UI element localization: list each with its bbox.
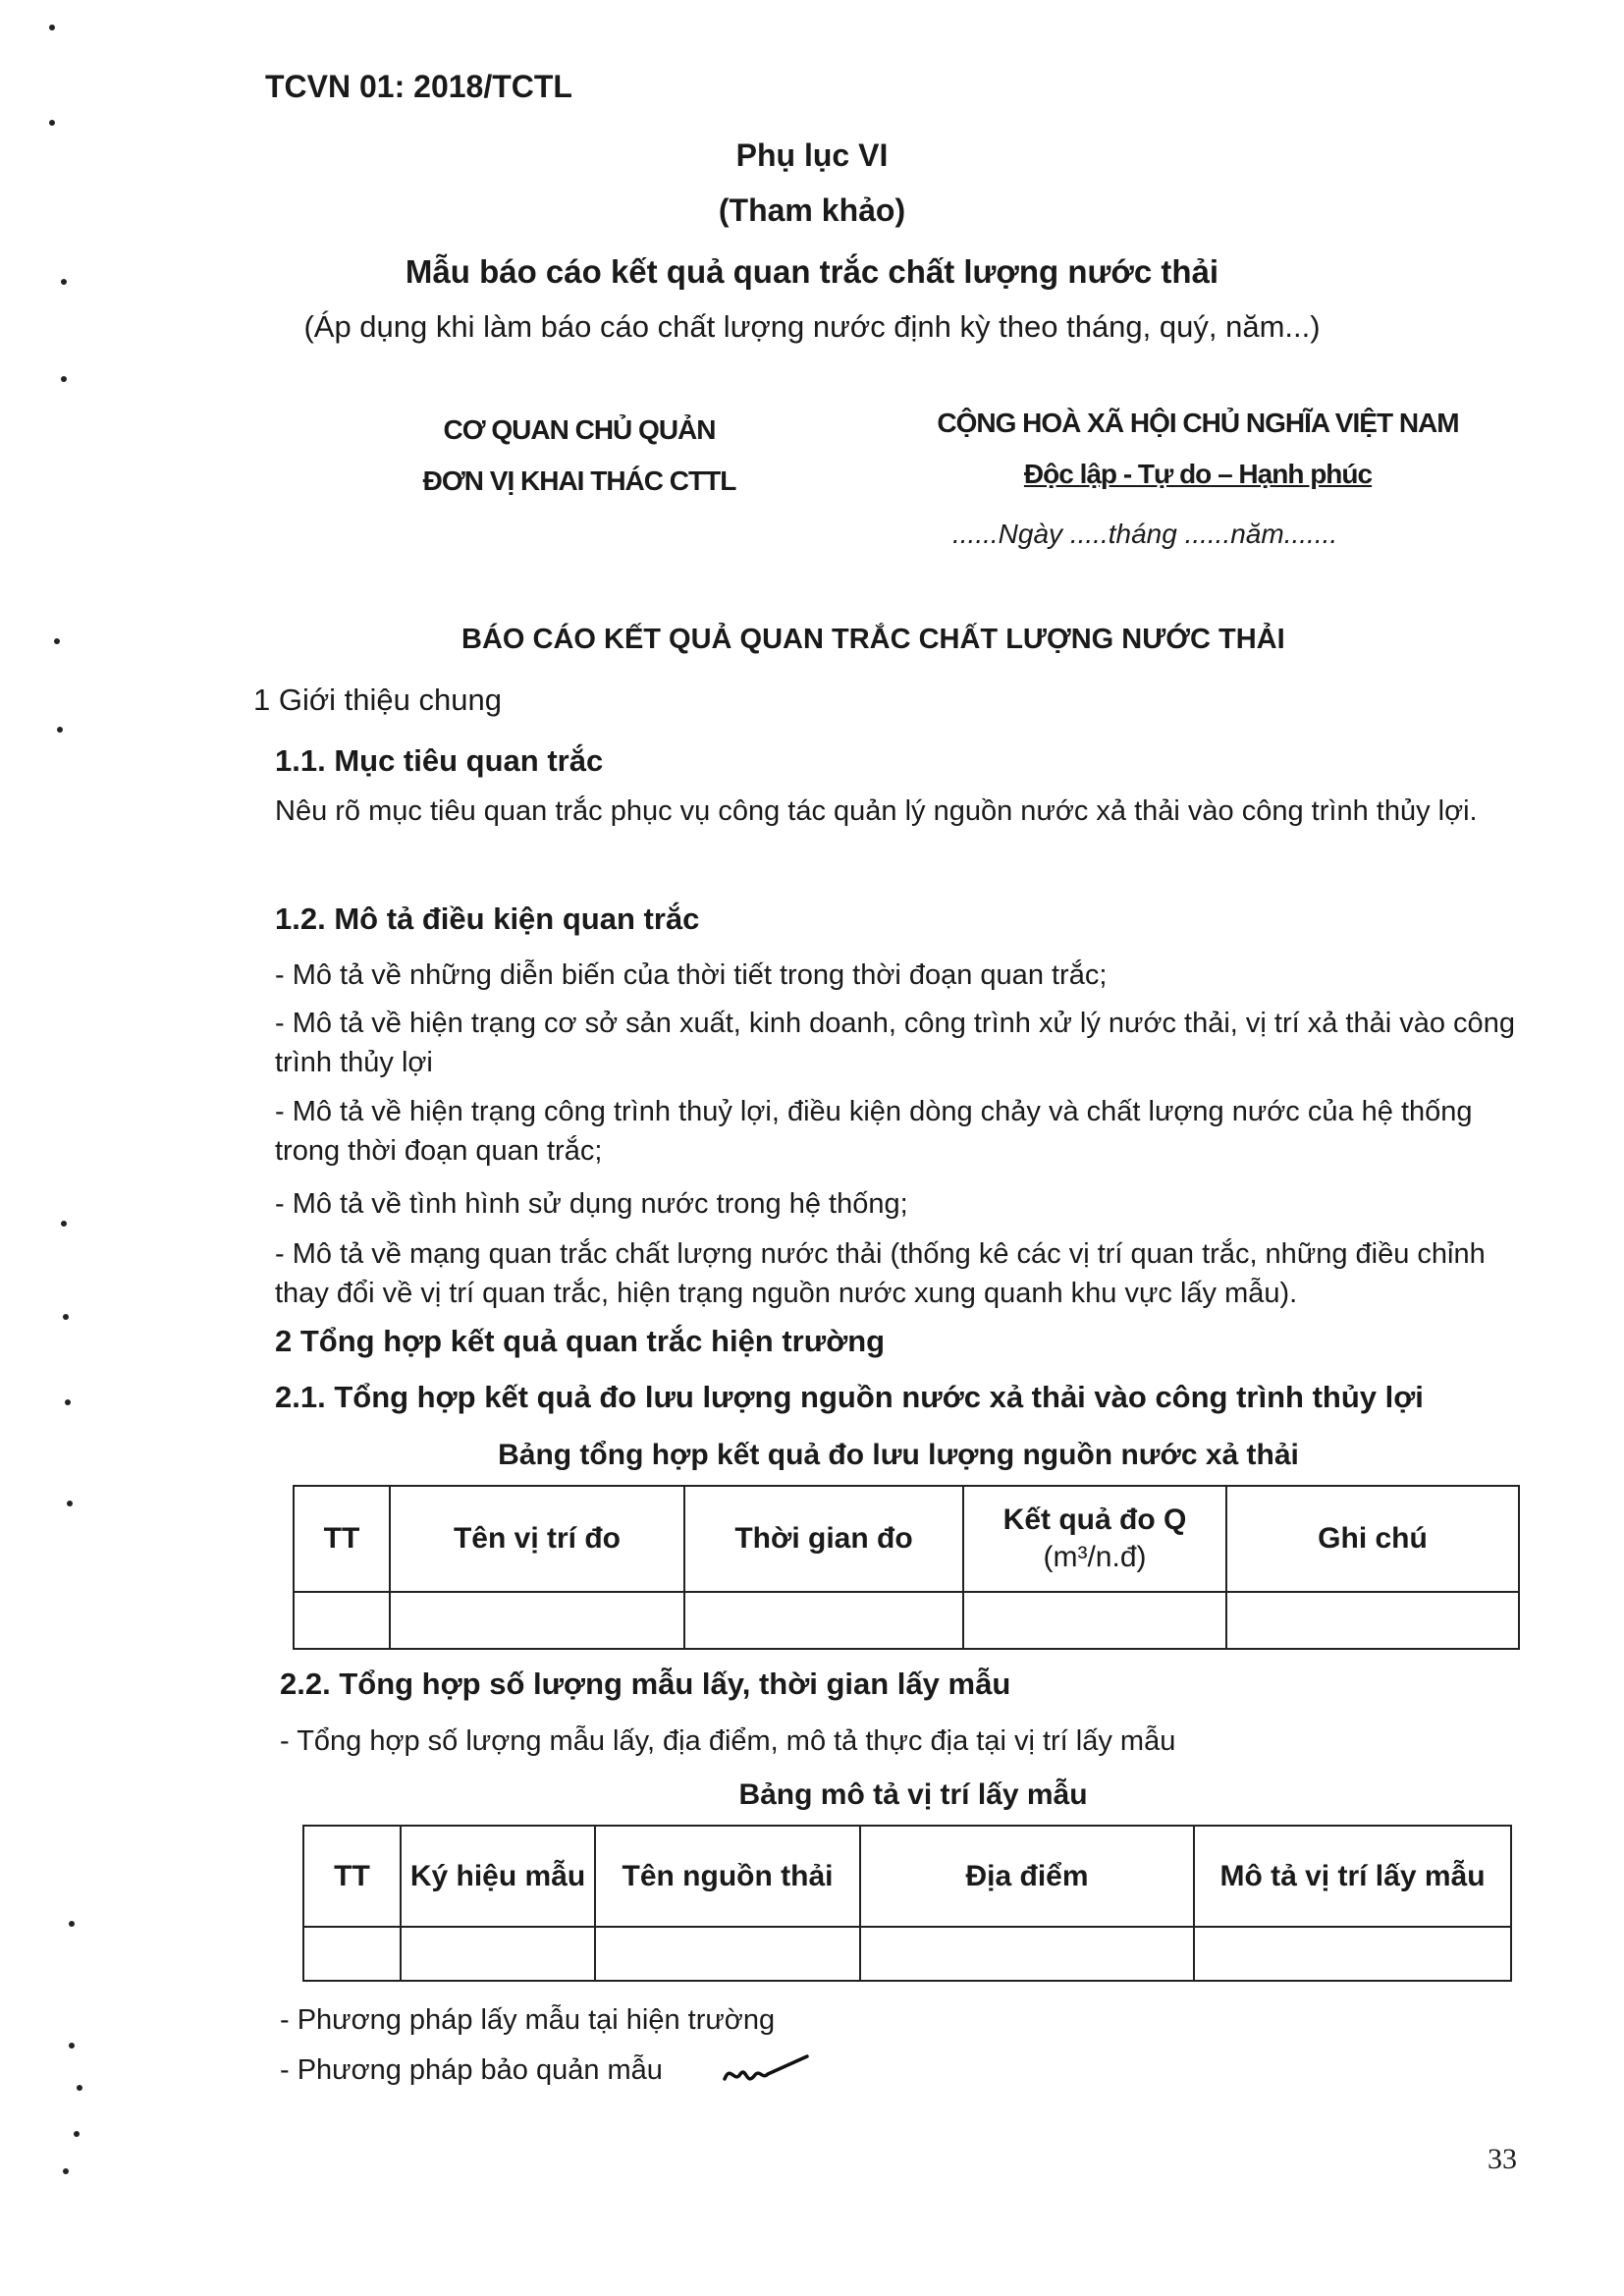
table-header-cell: Ký hiệu mẫu	[401, 1826, 595, 1927]
scan-speck	[67, 1501, 73, 1506]
section-1-1-heading: 1.1. Mục tiêu quan trắc	[275, 743, 604, 778]
table-cell	[963, 1592, 1226, 1649]
table-header-cell: Thời gian đo	[684, 1486, 963, 1592]
scan-speck	[69, 1921, 75, 1927]
table-cell	[1226, 1592, 1519, 1649]
table-cell	[1194, 1927, 1511, 1981]
scan-speck	[61, 279, 67, 285]
section-2-heading: 2 Tổng hợp kết quả quan trắc hiện trường	[275, 1324, 886, 1358]
scan-speck	[57, 727, 63, 733]
section-1-2-item: - Mô tả về tình hình sử dụng nước trong hệ thống;	[275, 1188, 908, 1220]
scan-speck	[49, 120, 55, 126]
table-1-caption: Bảng tổng hợp kết quả đo lưu lượng nguồn nước xả thải	[498, 1439, 1299, 1471]
section-1-1-text: Nêu rõ mục tiêu quan trắc phục vụ công tác quản lý nguồn nước xả thải vào công trình thủy lợi.	[275, 795, 1478, 827]
applicability-note: (Áp dụng khi làm báo cáo chất lượng nước định kỳ theo tháng, quý, năm...)	[303, 309, 1321, 344]
letterhead-right-line1: CỘNG HOÀ XÃ HỘI CHỦ NGHĨA VIỆT NAM	[937, 408, 1459, 438]
scan-speck	[49, 25, 55, 30]
section-1-2-item: - Mô tả về mạng quan trắc chất lượng nước thải (thống kê các vị trí quan trắc, những điều chỉnh thay đổi về vị trí quan trắc, hiện trạng nguồn nước xung quanh khu vực lấy mẫu).	[275, 1238, 1486, 1309]
section-1-heading: 1 Giới thiệu chung	[253, 683, 502, 717]
table-2-caption: Bảng mô tả vị trí lấy mẫu	[738, 1778, 1088, 1811]
table-header-cell	[963, 1486, 1226, 1592]
document-code: TCVN 01: 2018/TCTL	[265, 69, 572, 104]
q-label: Kết quả đo Q	[1002, 1503, 1187, 1536]
table-cell	[684, 1592, 963, 1649]
section-1-2-item: - Mô tả về những diễn biến của thời tiết trong thời đoạn quan trắc;	[275, 959, 1108, 991]
table-row	[303, 1927, 1511, 1981]
table-header-cell: Tên vị trí đo	[390, 1486, 684, 1592]
table-header-row	[294, 1486, 1519, 1592]
section-1-2-item: - Mô tả về hiện trạng cơ sở sản xuất, kinh doanh, công trình xử lý nước thải, vị trí xả thải vào công trình thủy lợi	[275, 1008, 1515, 1078]
scan-speck	[77, 2085, 82, 2091]
report-title: BÁO CÁO KẾT QUẢ QUAN TRẮC CHẤT LƯỢNG NƯỚC THẢI	[461, 624, 1285, 655]
table-cell	[390, 1592, 684, 1649]
table-row	[294, 1592, 1519, 1649]
scan-speck	[61, 376, 67, 382]
section-1-2-heading: 1.2. Mô tả điều kiện quan trắc	[275, 902, 700, 936]
section-1-2-item: - Mô tả về hiện trạng công trình thuỷ lợi, điều kiện dòng chảy và chất lượng nước của hệ thống trong thời đoạn quan trắc;	[275, 1096, 1473, 1167]
scan-speck	[63, 2168, 69, 2174]
table-header-row	[303, 1826, 1511, 1927]
scan-speck	[65, 1399, 71, 1405]
scan-speck	[74, 2131, 80, 2137]
bullet-item: - Phương pháp bảo quản mẫu	[280, 2054, 663, 2086]
section-2-1-heading: 2.1. Tổng hợp kết quả đo lưu lượng nguồn nước xả thải vào công trình thủy lợi	[275, 1380, 1424, 1414]
table-cell	[401, 1927, 595, 1981]
table-cell	[860, 1927, 1194, 1981]
initials-signature	[717, 2045, 815, 2094]
appendix-note: (Tham khảo)	[718, 192, 906, 228]
table-header-cell: TT	[303, 1826, 401, 1927]
scan-speck	[63, 1314, 69, 1320]
table-cell	[294, 1592, 390, 1649]
scan-speck	[69, 2043, 75, 2049]
page-number: 33	[1488, 2143, 1517, 2175]
section-2-2-heading: 2.2. Tổng hợp số lượng mẫu lấy, thời gian lấy mẫu	[280, 1667, 1011, 1701]
q-unit: (m³/n.đ)	[1043, 1541, 1147, 1573]
scan-speck	[54, 638, 60, 644]
sampling-location-table	[302, 1825, 1512, 1982]
letterhead-right-line2: Độc lập - Tự do – Hạnh phúc	[1023, 459, 1373, 489]
table-cell	[595, 1927, 860, 1981]
letterhead-left-line1: CƠ QUAN CHỦ QUẢN	[443, 414, 716, 445]
form-title: Mẫu báo cáo kết quả quan trắc chất lượng nước thải	[405, 253, 1219, 290]
bullet-item: - Phương pháp lấy mẫu tại hiện trường	[280, 2004, 776, 2036]
appendix-title: Phụ lục VI	[735, 137, 889, 173]
section-2-2-text: - Tổng hợp số lượng mẫu lấy, địa điểm, mô tả thực địa tại vị trí lấy mẫu	[280, 1725, 1176, 1757]
table-header-cell: TT	[294, 1486, 390, 1592]
table-header-cell: Mô tả vị trí lấy mẫu	[1194, 1826, 1511, 1927]
table-header-cell: Tên nguồn thải	[595, 1826, 860, 1927]
flow-results-table	[293, 1485, 1520, 1650]
table-header-cell: Ghi chú	[1226, 1486, 1519, 1592]
table-cell	[303, 1927, 401, 1981]
letterhead-left-line2: ĐƠN VỊ KHAI THÁC CTTL	[422, 465, 736, 496]
table-header-cell: Địa điểm	[860, 1826, 1194, 1927]
date-line: ......Ngày .....tháng ......năm.......	[952, 519, 1338, 549]
scan-speck	[61, 1221, 67, 1227]
